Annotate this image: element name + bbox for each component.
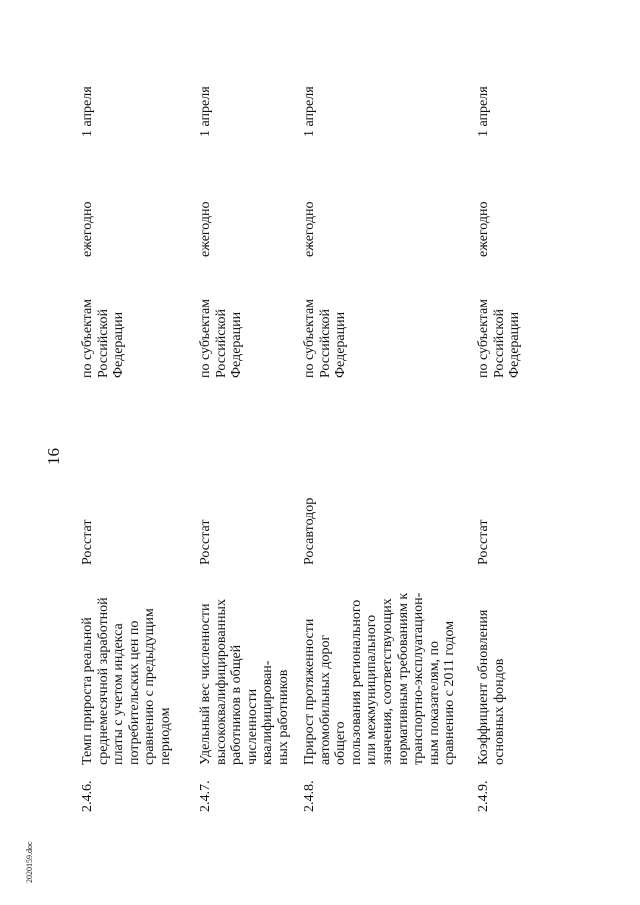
submission-date: 1 апреля <box>80 86 95 137</box>
detail-level <box>476 299 523 378</box>
detail-level <box>198 299 245 378</box>
submission-date: 1 апреля <box>302 86 317 137</box>
data-source: Росстат <box>80 519 95 565</box>
indicator-name <box>476 590 507 765</box>
indicator-name-line: нормативным требованиям к <box>395 592 411 765</box>
frequency: ежегодно <box>476 201 491 257</box>
detail-level-line: Российской <box>317 309 333 378</box>
data-source: Росстат <box>476 519 491 565</box>
frequency: ежегодно <box>80 201 95 257</box>
indicator-name-line: пользования регионального <box>348 599 364 765</box>
row-number: 2.4.6. <box>80 780 95 812</box>
detail-level-line: по субъектам <box>302 298 317 378</box>
file-name: 2020159.doc <box>25 841 34 883</box>
indicator-name-line: Коэффициент обновления <box>476 609 491 765</box>
detail-level-line: Российской <box>491 309 507 378</box>
detail-level-line: Российской <box>95 309 111 378</box>
indicator-name-line: транспортно-эксплуатацион- <box>411 592 427 765</box>
indicator-name <box>198 590 292 765</box>
indicator-name-line: Удельный вес численности <box>198 603 213 765</box>
detail-level-line: Федерации <box>507 311 523 378</box>
detail-level-line: Федерации <box>229 311 245 378</box>
indicator-name-line: потребительских цен по <box>126 620 142 765</box>
detail-level <box>80 299 127 378</box>
indicator-name-line: среднемесячной заработной <box>95 597 111 765</box>
data-source: Росавтодор <box>302 497 317 565</box>
detail-level-line: по субъектам <box>198 298 213 378</box>
indicator-name-line: платы с учетом индекса <box>111 623 127 765</box>
detail-level-line: Федерации <box>333 311 349 378</box>
detail-level <box>302 299 349 378</box>
indicator-name-line: основных фондов <box>491 658 507 765</box>
indicator-name-line: автомобильных дорог общего <box>317 634 349 765</box>
indicator-name-line: сравнению с 2011 годом <box>442 620 458 765</box>
indicator-name <box>80 590 174 765</box>
indicator-name-line: работников в общей <box>229 644 245 765</box>
indicator-name-line: сравнению с предыдущим <box>142 608 158 765</box>
indicator-name-line: значения, соответствующих <box>379 598 395 765</box>
row-number: 2.4.9. <box>476 780 491 812</box>
indicator-name-line: ных работников <box>275 669 291 765</box>
indicator-name-line: Темп прироста реальной <box>80 617 95 765</box>
frequency: ежегодно <box>302 201 317 257</box>
indicator-name-line: высококвалифицированных <box>213 599 229 765</box>
detail-level-line: Российской <box>213 309 229 378</box>
indicator-name-line: ным показателям, по <box>426 640 442 765</box>
detail-level-line: по субъектам <box>476 298 491 378</box>
detail-level-line: по субъектам <box>80 298 95 378</box>
row-number: 2.4.8. <box>302 780 317 812</box>
indicator-name-line: численности квалифицирован- <box>244 660 276 765</box>
page-number: 16 <box>44 448 63 465</box>
indicator-name <box>302 590 458 765</box>
data-source: Росстат <box>198 519 213 565</box>
indicator-name-line: периодом <box>157 707 173 765</box>
detail-level-line: Федерации <box>111 311 127 378</box>
indicator-name-line: или межмуниципального <box>364 614 380 765</box>
row-number: 2.4.7. <box>198 780 213 812</box>
indicator-name-line: Прирост протяженности <box>302 618 317 765</box>
submission-date: 1 апреля <box>476 86 491 137</box>
submission-date: 1 апреля <box>198 86 213 137</box>
frequency: ежегодно <box>198 201 213 257</box>
